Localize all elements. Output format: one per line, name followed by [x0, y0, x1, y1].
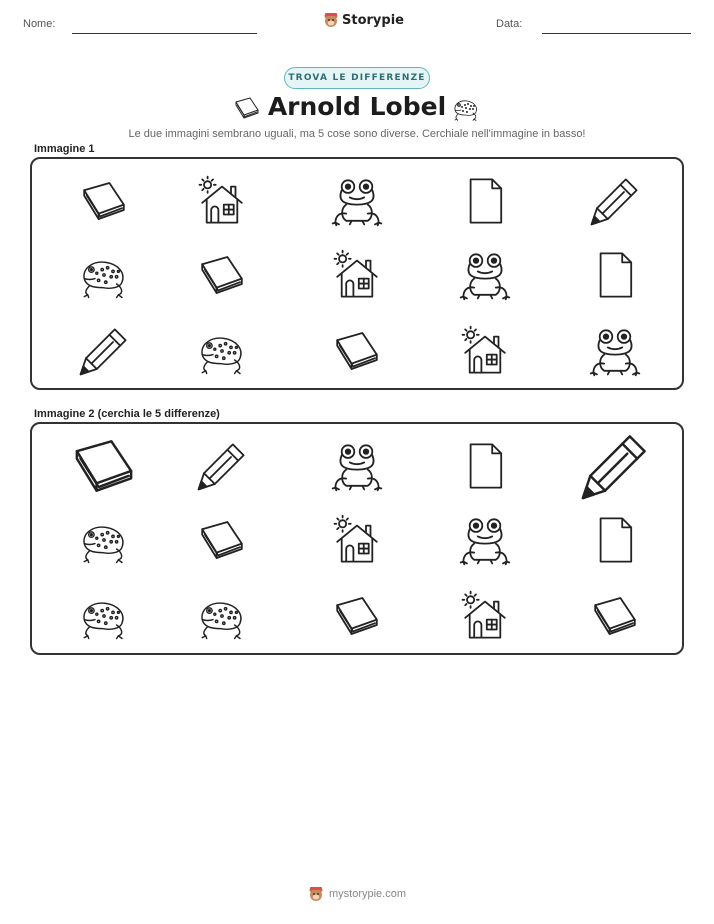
book-icon[interactable]: [67, 429, 141, 503]
toad-icon: [77, 248, 131, 302]
toad-icon[interactable]: [195, 589, 249, 643]
house-icon: [195, 174, 249, 228]
activity-badge: TROVA LE DIFFERENZE: [284, 67, 430, 89]
toad-icon: [195, 324, 249, 378]
frog-icon: [588, 324, 642, 378]
bear-mascot-icon: [308, 886, 324, 902]
book-icon: [195, 248, 249, 302]
bear-mascot-icon: [323, 12, 339, 28]
pencil-icon: [588, 174, 642, 228]
panel-2-label: Immagine 2 (cerchia le 5 differenze): [34, 408, 220, 420]
pencil-icon[interactable]: [578, 429, 652, 503]
book-icon[interactable]: [588, 589, 642, 643]
house-icon[interactable]: [330, 513, 384, 567]
frog-icon[interactable]: [458, 513, 512, 567]
toad-icon[interactable]: [77, 513, 131, 567]
frog-icon: [330, 174, 384, 228]
toad-icon: [449, 93, 483, 123]
house-icon: [458, 324, 512, 378]
frog-icon[interactable]: [330, 439, 384, 493]
image-1-panel: [30, 157, 684, 390]
panel-1-label: Immagine 1: [34, 143, 95, 155]
paper-icon: [458, 174, 512, 228]
book-icon: [330, 324, 384, 378]
brand-logo: [323, 12, 404, 28]
paper-icon[interactable]: [458, 439, 512, 493]
pencil-icon: [77, 324, 131, 378]
date-field[interactable]: [542, 33, 691, 34]
book-icon[interactable]: [195, 513, 249, 567]
paper-icon: [588, 248, 642, 302]
name-label: Nome:: [23, 18, 56, 30]
frog-icon: [458, 248, 512, 302]
pencil-icon[interactable]: [195, 439, 249, 493]
date-label: Data:: [496, 18, 523, 30]
toad-icon[interactable]: [77, 589, 131, 643]
book-icon[interactable]: [330, 589, 384, 643]
footer: [0, 886, 714, 902]
instructions: Le due immagini sembrano uguali, ma 5 cose sono diverse. Cerchiale nell'immagine in basso!: [128, 128, 586, 140]
house-icon: [330, 248, 384, 302]
name-field[interactable]: [72, 33, 257, 34]
book-icon: [77, 174, 131, 228]
page-title: Arnold Lobel: [267, 92, 447, 121]
house-icon[interactable]: [458, 589, 512, 643]
image-2-panel[interactable]: [30, 422, 684, 655]
paper-icon[interactable]: [588, 513, 642, 567]
footer-url: mystorypie.com: [328, 888, 407, 900]
brand-name: Storypie: [342, 12, 404, 28]
